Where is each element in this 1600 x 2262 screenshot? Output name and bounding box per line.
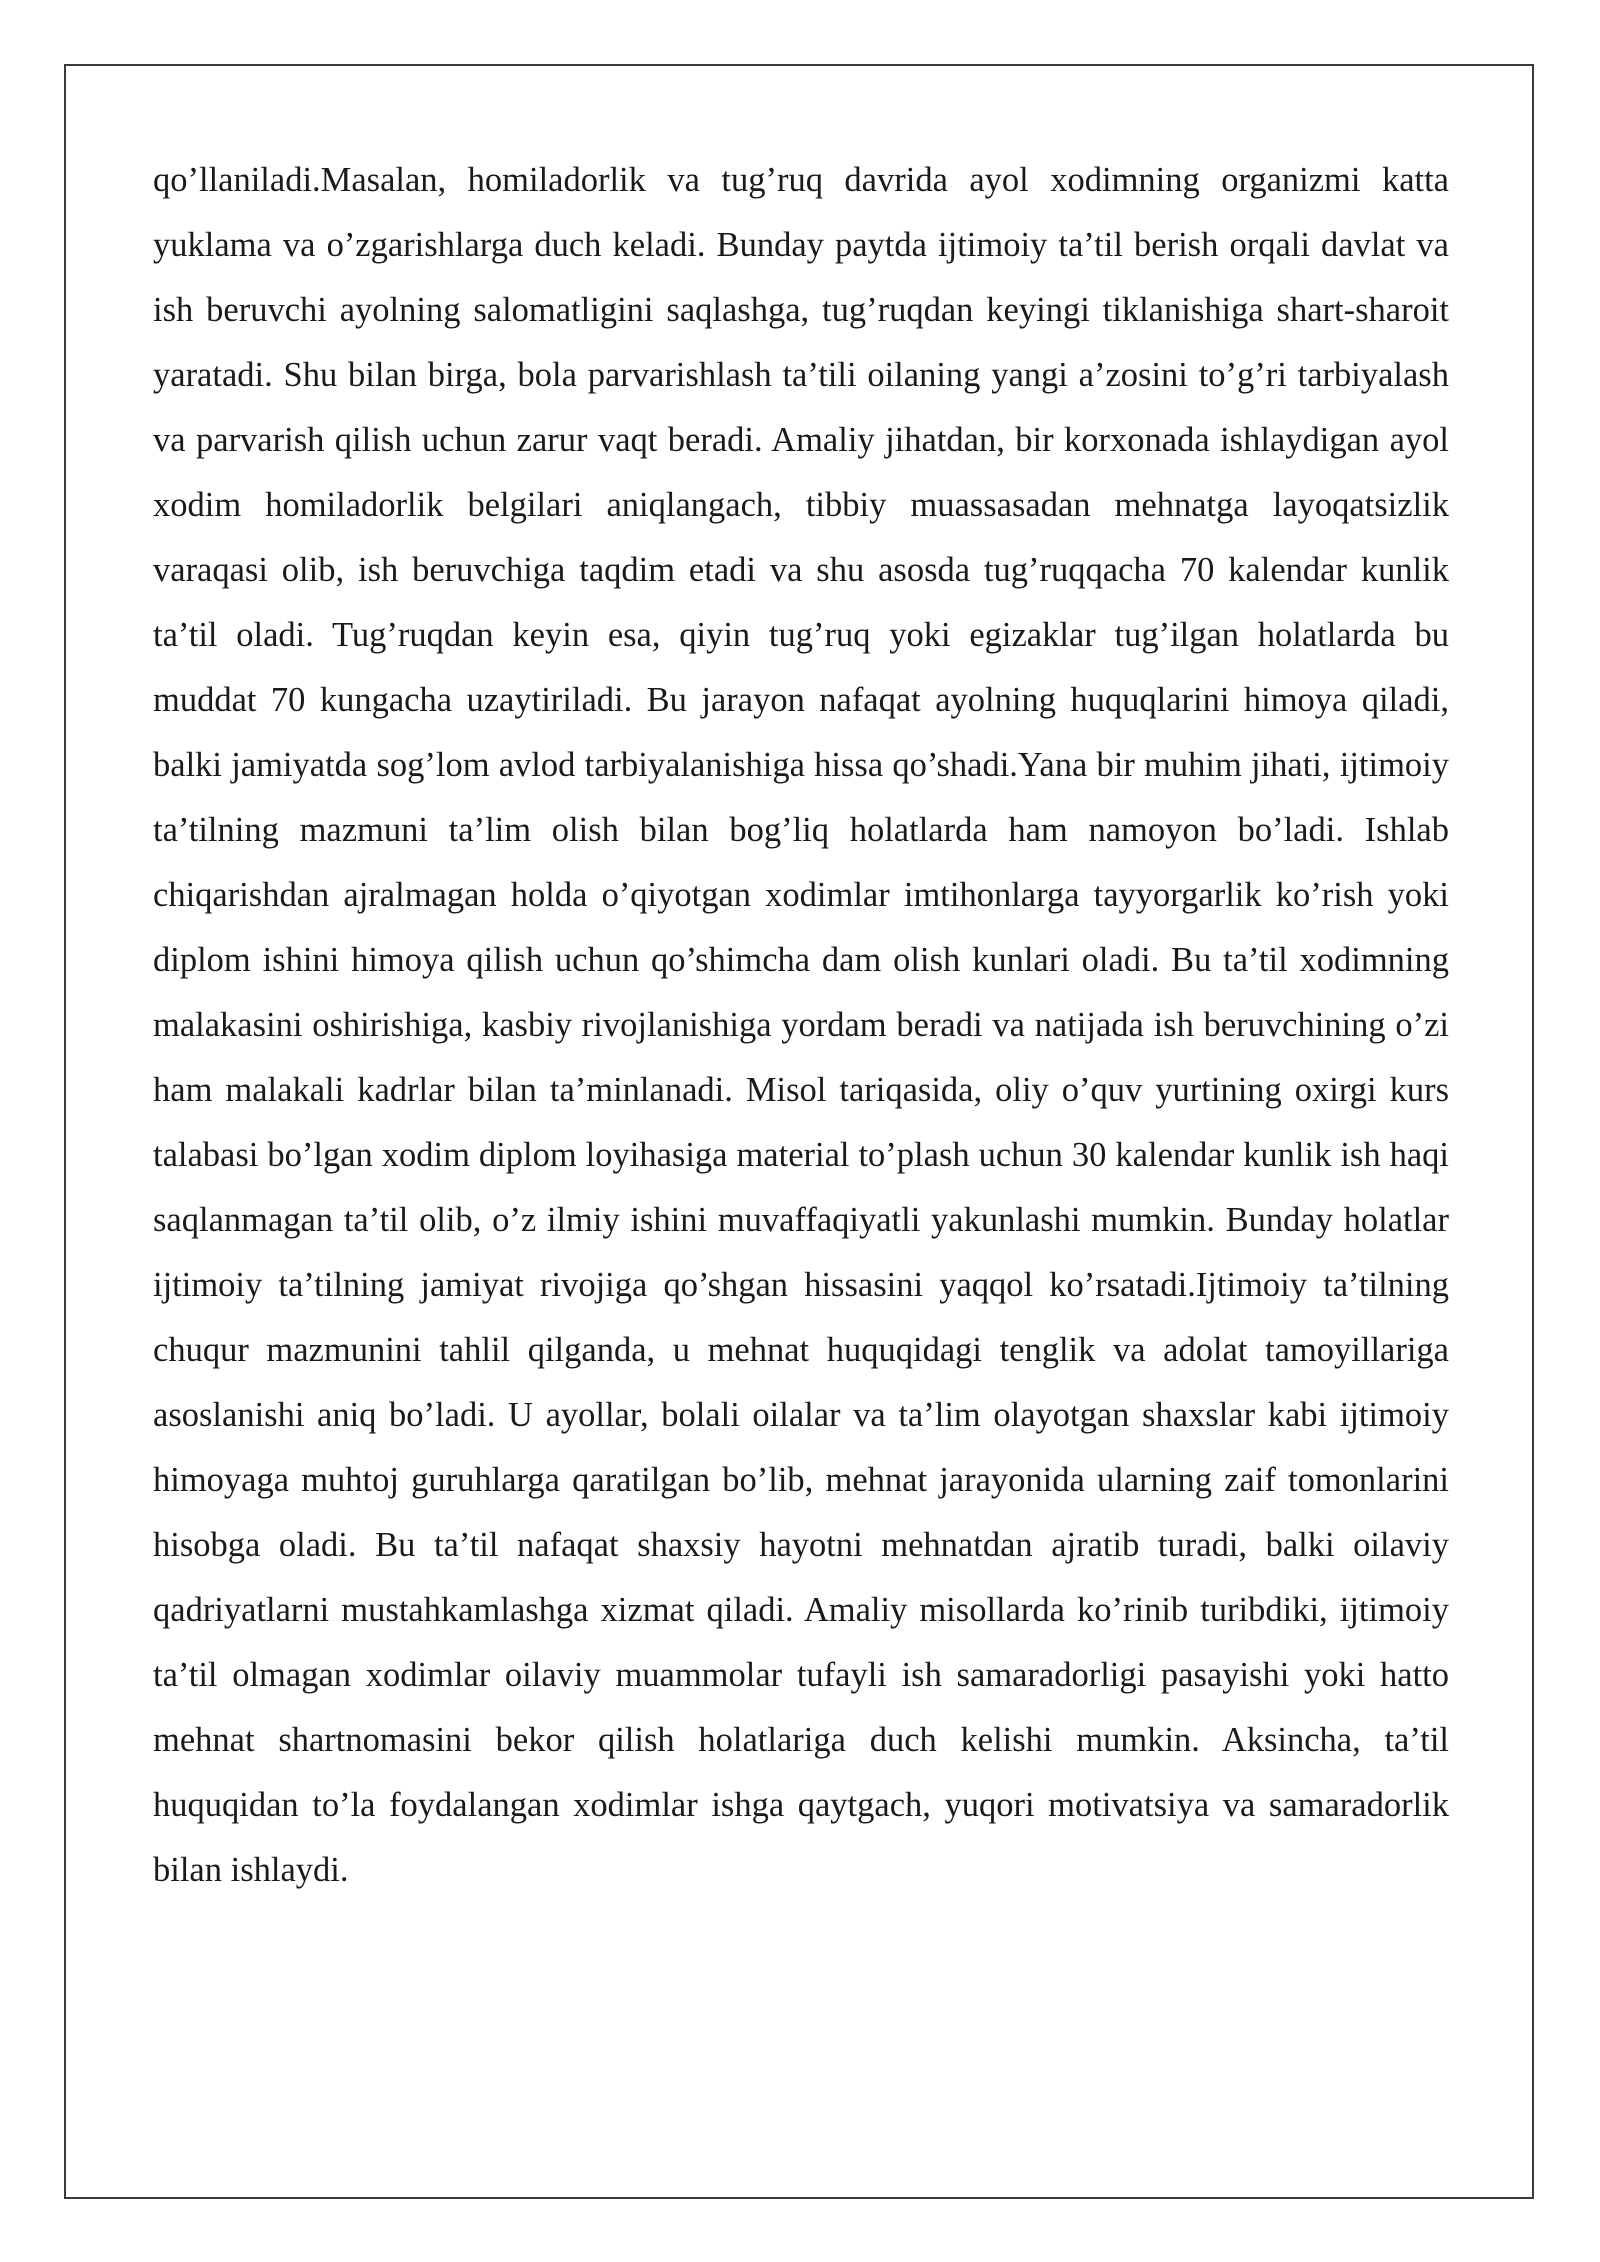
document-body [153, 148, 1449, 1903]
body-paragraph: qo’llaniladi.Masalan, homiladorlik va tug’ruq davrida ayol xodimning organizmi katta yuklama va o’zgarishlarga duch keladi. Bunday paytda ijtimoiy ta’til berish orqali davlat va ish beruvchi ayolning salomatligini saqlashga, tug’ruqdan keyingi tiklanishiga shart-sharoit yaratadi. Shu bilan birga, bola parvarishlash ta’tili oilaning yangi a’zosini to’g’ri tarbiyalash va parvarish qilish uchun zarur vaqt beradi. Amaliy jihatdan, bir korxonada ishlaydigan ayol xodim homiladorlik belgilari aniqlangach, tibbiy muassasadan mehnatga layoqatsizlik varaqasi olib, ish beruvchiga taqdim etadi va shu asosda tug’ruqqacha 70 kalendar kunlik ta’til oladi. Tug’ruqdan keyin esa, qiyin tug’ruq yoki egizaklar tug’ilgan holatlarda bu muddat 70 kungacha uzaytiriladi. Bu jarayon nafaqat ayolning huquqlarini himoya qiladi, balki jamiyatda sog’lom avlod tarbiyalanishiga hissa qo’shadi.Yana bir muhim jihati, ijtimoiy ta’tilning mazmuni ta’lim olish bilan bog’liq holatlarda ham namoyon bo’ladi. Ishlab chiqarishdan ajralmagan holda o’qiyotgan xodimlar imtihonlarga tayyorgarlik ko’rish yoki diplom ishini himoya qilish uchun qo’shimcha dam olish kunlari oladi. Bu ta’til xodimning malakasini oshirishiga, kasbiy rivojlanishiga yordam beradi va natijada ish beruvchining o’zi ham malakali kadrlar bilan ta’minlanadi. Misol tariqasida, oliy o’quv yurtining oxirgi kurs talabasi bo’lgan xodim diplom loyihasiga material to’plash uchun 30 kalendar kunlik ish haqi saqlanmagan ta’til olib, o’z ilmiy ishini muvaffaqiyatli yakunlashi mumkin. Bunday holatlar ijtimoiy ta’tilning jamiyat rivojiga qo’shgan hissasini yaqqol ko’rsatadi.Ijtimoiy ta’tilning chuqur mazmunini tahlil qilganda, u mehnat huquqidagi tenglik va adolat tamoyillariga asoslanishi aniq bo’ladi. U ayollar, bolali oilalar va ta’lim olayotgan shaxslar kabi ijtimoiy himoyaga muhtoj guruhlarga qaratilgan bo’lib, mehnat jarayonida ularning zaif tomonlarini hisobga oladi. Bu ta’til nafaqat shaxsiy hayotni mehnatdan ajratib turadi, balki oilaviy qadriyatlarni mustahkamlashga xizmat qiladi. Amaliy misollarda ko’rinib turibdiki, ijtimoiy ta’til olmagan xodimlar oilaviy muammolar tufayli ish samaradorligi pasayishi yoki hatto mehnat shartnomasini bekor qilish holatlariga duch kelishi mumkin. Aksincha, ta’til huquqidan to’la foydalangan xodimlar ishga qaytgach, yuqori motivatsiya va samaradorlik bilan ishlaydi. [153, 161, 1449, 1889]
